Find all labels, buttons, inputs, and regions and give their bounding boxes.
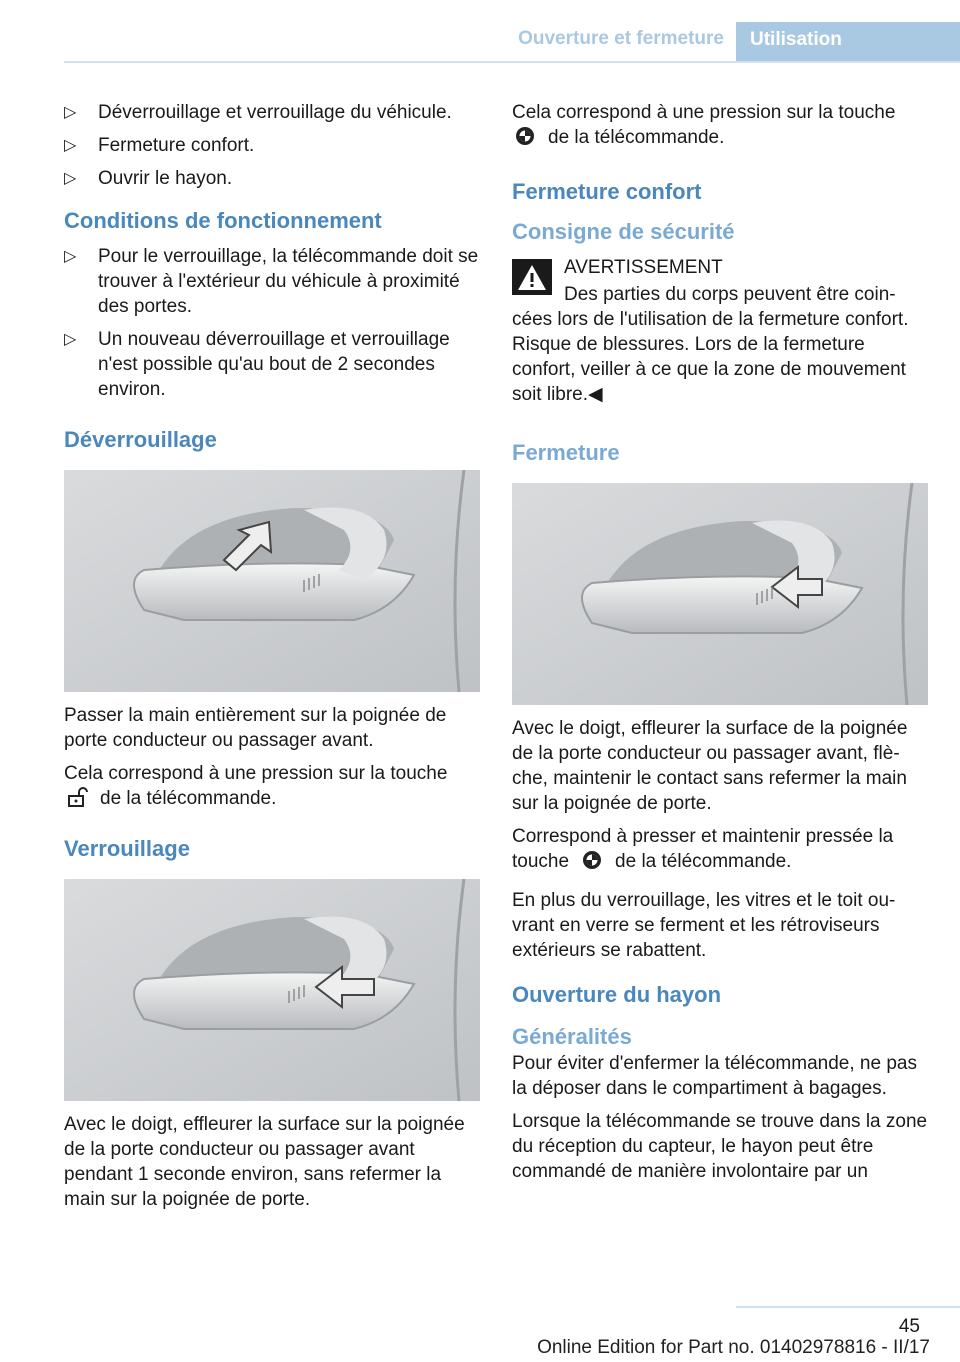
- unlock-door-handle-image: [64, 470, 480, 692]
- bmw-logo-icon: [581, 849, 603, 871]
- list-item: ▷ Pour le verrouillage, la télécommande doit se trouver à l'extérieur du véhicule à proximité des portes.: [64, 246, 479, 317]
- conditions-heading: Conditions de fonctionnement: [64, 208, 382, 233]
- unlock-text: Passer la main entièrement sur la poignée de porte conducteur ou passager avant.: [64, 705, 447, 751]
- list-item: ▷ Fermeture confort.: [64, 135, 255, 156]
- edition-note: Online Edition for Part no. 01402978816 - II/17: [537, 1337, 930, 1358]
- bmw-logo-icon: [514, 125, 536, 147]
- warning-box: [512, 255, 928, 407]
- lock-heading: Verrouillage: [64, 836, 190, 861]
- triangle-right-icon: ▷: [64, 137, 77, 154]
- closing-door-handle-image: [512, 483, 928, 705]
- triangle-right-icon: ▷: [64, 248, 77, 265]
- unlock-key-icon: [66, 786, 88, 808]
- unlock-key-text: Cela correspond à une pression sur la touche de la télécommande.: [64, 763, 448, 809]
- lock-key-text: Cela correspond à une pression sur la touche de la télécommande.: [512, 102, 896, 148]
- closing-extra-text: En plus du verrouillage, les vitres et le toit ouvrant en verre se ferment et les rétroviseurs extérieurs se rabattent.: [512, 890, 896, 961]
- footer-rule: [736, 1306, 960, 1308]
- general-text-2: Lorsque la télécommande se trouve dans la zone du réception du capteur, le hayon peut être commandé de manière involontaire par un: [512, 1111, 928, 1182]
- general-text-1: Pour éviter d'enfermer la télécommande, ne pas la déposer dans le compartiment à bagages.: [512, 1053, 917, 1099]
- header-tab[interactable]: Utilisation: [736, 22, 960, 62]
- list-item: ▷ Un nouveau déverrouillage et verrouillage n'est possible qu'au bout de 2 secondes environ.: [64, 329, 450, 400]
- list-item: ▷ Déverrouillage et verrouillage du véhicule.: [64, 102, 452, 123]
- warning-triangle-icon: [512, 259, 552, 295]
- tailgate-heading: Ouverture du hayon: [512, 982, 722, 1007]
- closing-text: Avec le doigt, effleurer la surface de la poignée de la porte conducteur ou passager avant, flèche, maintenir le contact sans refermer la main sur la poignée de porte.: [512, 718, 908, 814]
- closing-heading: Fermeture: [512, 440, 620, 465]
- header-section-title: Ouverture et fermeture: [518, 28, 724, 49]
- unlock-heading: Déverrouillage: [64, 427, 217, 452]
- right-column: [512, 100, 928, 1192]
- warning-label: AVERTISSEMENT: [564, 257, 723, 278]
- header-rule: [64, 61, 960, 63]
- closing-key-text: Correspond à presser et maintenir pressée la touche de la télécommande.: [512, 826, 894, 872]
- general-heading: Généralités: [512, 1024, 632, 1049]
- triangle-right-icon: ▷: [64, 104, 77, 121]
- lock-text: Avec le doigt, effleurer la surface sur la poignée de la porte conducteur ou passager avant pendant 1 seconde environ, sans refermer la main sur la poignée de porte.: [64, 1114, 465, 1210]
- list-item: ▷ Ouvrir le hayon.: [64, 168, 233, 189]
- safety-heading: Consigne de sécurité: [512, 219, 735, 244]
- comfort-heading: Fermeture confort: [512, 179, 702, 204]
- page-number: 45: [898, 1316, 920, 1337]
- lock-door-handle-image: [64, 879, 480, 1101]
- left-column: [64, 100, 482, 1220]
- warning-text: Des parties du corps peuvent être coincées lors de l'utilisation de la fermeture confort. Risque de blessures. Lors de la fermeture confort, veiller à ce que la zone de mouvement soit libre.◀: [512, 284, 909, 405]
- triangle-right-icon: ▷: [64, 331, 77, 348]
- triangle-right-icon: ▷: [64, 170, 77, 187]
